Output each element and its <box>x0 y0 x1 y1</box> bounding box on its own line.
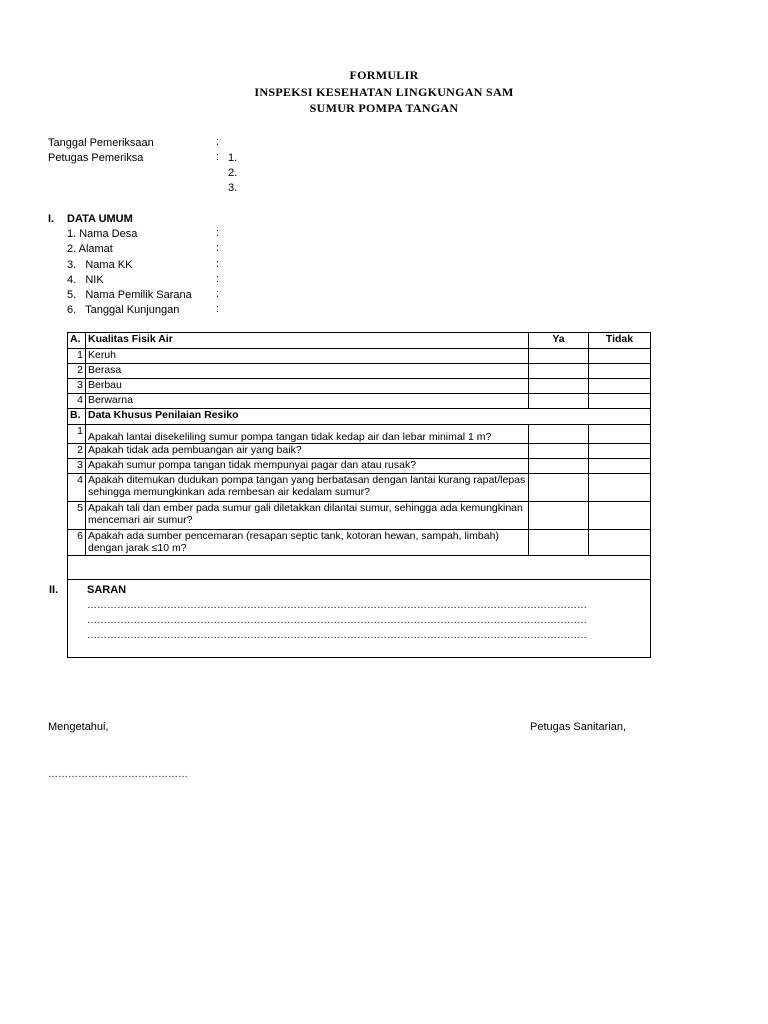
table-row <box>68 379 651 394</box>
row-number: 3 <box>68 379 86 394</box>
table-row <box>68 459 651 474</box>
ya-cell[interactable] <box>529 502 589 530</box>
colon: : <box>216 227 220 239</box>
row-text: Apakah ada sumber pencemaran (resapan septic tank, kotoran hewan, sampah, limbah) dengan jarak ≤10 m? <box>86 530 529 556</box>
section-1-roman: I. <box>48 213 55 225</box>
colon: : <box>216 303 220 315</box>
table-row <box>68 444 651 459</box>
ya-cell[interactable] <box>529 394 589 409</box>
data-umum-item: 6. Tanggal Kunjungan <box>67 304 180 316</box>
ya-cell[interactable] <box>529 425 589 444</box>
data-umum-item: 1. Nama Desa <box>67 228 138 240</box>
colon: : <box>216 151 220 163</box>
tidak-cell[interactable] <box>589 379 651 394</box>
ya-cell[interactable] <box>529 474 589 502</box>
saran-box[interactable] <box>49 580 651 658</box>
tidak-cell[interactable] <box>589 364 651 379</box>
section-b-letter: B. <box>68 409 86 425</box>
row-text: Apakah tali dan ember pada sumur gali diletakkan dilantai sumur, sehingga ada kemungkinan mencemari air sumur? <box>86 502 529 530</box>
row-text: Apakah tidak ada pembuangan air yang baik? <box>86 444 529 459</box>
ya-cell[interactable] <box>529 349 589 364</box>
row-text: Berasa <box>86 364 529 379</box>
tidak-cell[interactable] <box>589 425 651 444</box>
form-title: FORMULIR <box>349 68 419 82</box>
tidak-cell[interactable] <box>589 444 651 459</box>
row-text: Berwarna <box>86 394 529 409</box>
row-number: 2 <box>68 364 86 379</box>
ya-cell[interactable] <box>529 459 589 474</box>
saran-row <box>68 580 651 658</box>
tidak-cell[interactable] <box>589 474 651 502</box>
inspection-table <box>49 332 651 658</box>
table-header-row <box>68 333 651 349</box>
row-text: Apakah sumur pompa tangan tidak mempunyai pagar dan atau rusak? <box>86 459 529 474</box>
colon: : <box>216 242 220 254</box>
table-row <box>68 394 651 409</box>
colon: : <box>216 288 220 300</box>
data-umum-item: 4. NIK <box>67 274 104 286</box>
petugas-num-1: 1. <box>228 152 238 164</box>
row-number: 6 <box>68 530 86 556</box>
data-umum-item: 2. Alamat <box>67 243 113 255</box>
row-number: 2 <box>68 444 86 459</box>
tanggal-label: Tanggal Pemeriksaan <box>48 137 154 149</box>
table-row <box>68 349 651 364</box>
section-b-row <box>68 409 651 425</box>
empty-cell <box>68 556 651 580</box>
table-row <box>68 530 651 556</box>
signature-line[interactable]: …………………………………… <box>48 769 188 780</box>
petugas-num-2: 2. <box>228 167 238 179</box>
section-2-title: SARAN <box>87 584 127 596</box>
petugas-label: Petugas Pemeriksa <box>48 152 144 164</box>
row-text: Apakah ditemukan dudukan pompa tangan yang berbatasan dengan lantai kurang rapat/lepas sehingga memungkinkan ada rembesan air kedalam sumur? <box>86 474 529 502</box>
row-text: Berbau <box>86 379 529 394</box>
col-tidak-header: Tidak <box>589 333 651 349</box>
saran-line-2[interactable]: …………………………………………………………………………………………………………………………………… <box>87 615 587 626</box>
row-number: 4 <box>68 474 86 502</box>
ya-cell[interactable] <box>529 444 589 459</box>
form-subtitle: INSPEKSI KESEHATAN LINGKUNGAN SAM <box>254 85 514 99</box>
table-row <box>68 502 651 530</box>
petugas-num-3: 3. <box>228 182 238 194</box>
saran-line-3[interactable]: …………………………………………………………………………………………………………………………………… <box>87 630 587 641</box>
ya-cell[interactable] <box>529 530 589 556</box>
row-number: 1 <box>68 349 86 364</box>
table-row <box>68 364 651 379</box>
colon: : <box>216 258 220 270</box>
tidak-cell[interactable] <box>589 502 651 530</box>
row-number: 4 <box>68 394 86 409</box>
table-row <box>68 425 651 444</box>
row-number: 1 <box>68 425 86 444</box>
saran-line-1[interactable]: …………………………………………………………………………………………………………………………………… <box>87 600 587 611</box>
tidak-cell[interactable] <box>589 459 651 474</box>
row-text: Keruh <box>86 349 529 364</box>
mengetahui-label: Mengetahui, <box>48 721 109 733</box>
section-1-title: DATA UMUM <box>67 213 133 225</box>
form-subtitle-2: SUMUR POMPA TANGAN <box>309 101 459 115</box>
row-number: 5 <box>68 502 86 530</box>
tidak-cell[interactable] <box>589 394 651 409</box>
ya-cell[interactable] <box>529 379 589 394</box>
section-2-roman: II. <box>49 584 59 596</box>
colon: : <box>216 136 220 148</box>
data-umum-item: 5. Nama Pemilik Sarana <box>67 289 192 301</box>
section-a-title: Kualitas Fisik Air <box>86 333 529 349</box>
section-a-letter: A. <box>68 333 86 349</box>
colon: : <box>216 273 220 285</box>
section-b-title: Data Khusus Penilaian Resiko <box>86 409 651 425</box>
row-text: Apakah lantai disekeliling sumur pompa tangan tidak kedap air dan lebar minimal 1 m? <box>86 425 529 444</box>
tidak-cell[interactable] <box>589 349 651 364</box>
data-umum-item: 3. Nama KK <box>67 259 133 271</box>
table-empty-row <box>68 556 651 580</box>
tidak-cell[interactable] <box>589 530 651 556</box>
row-number: 3 <box>68 459 86 474</box>
col-ya-header: Ya <box>529 333 589 349</box>
table-row <box>68 474 651 502</box>
petugas-sanitarian-label: Petugas Sanitarian, <box>530 721 627 733</box>
ya-cell[interactable] <box>529 364 589 379</box>
